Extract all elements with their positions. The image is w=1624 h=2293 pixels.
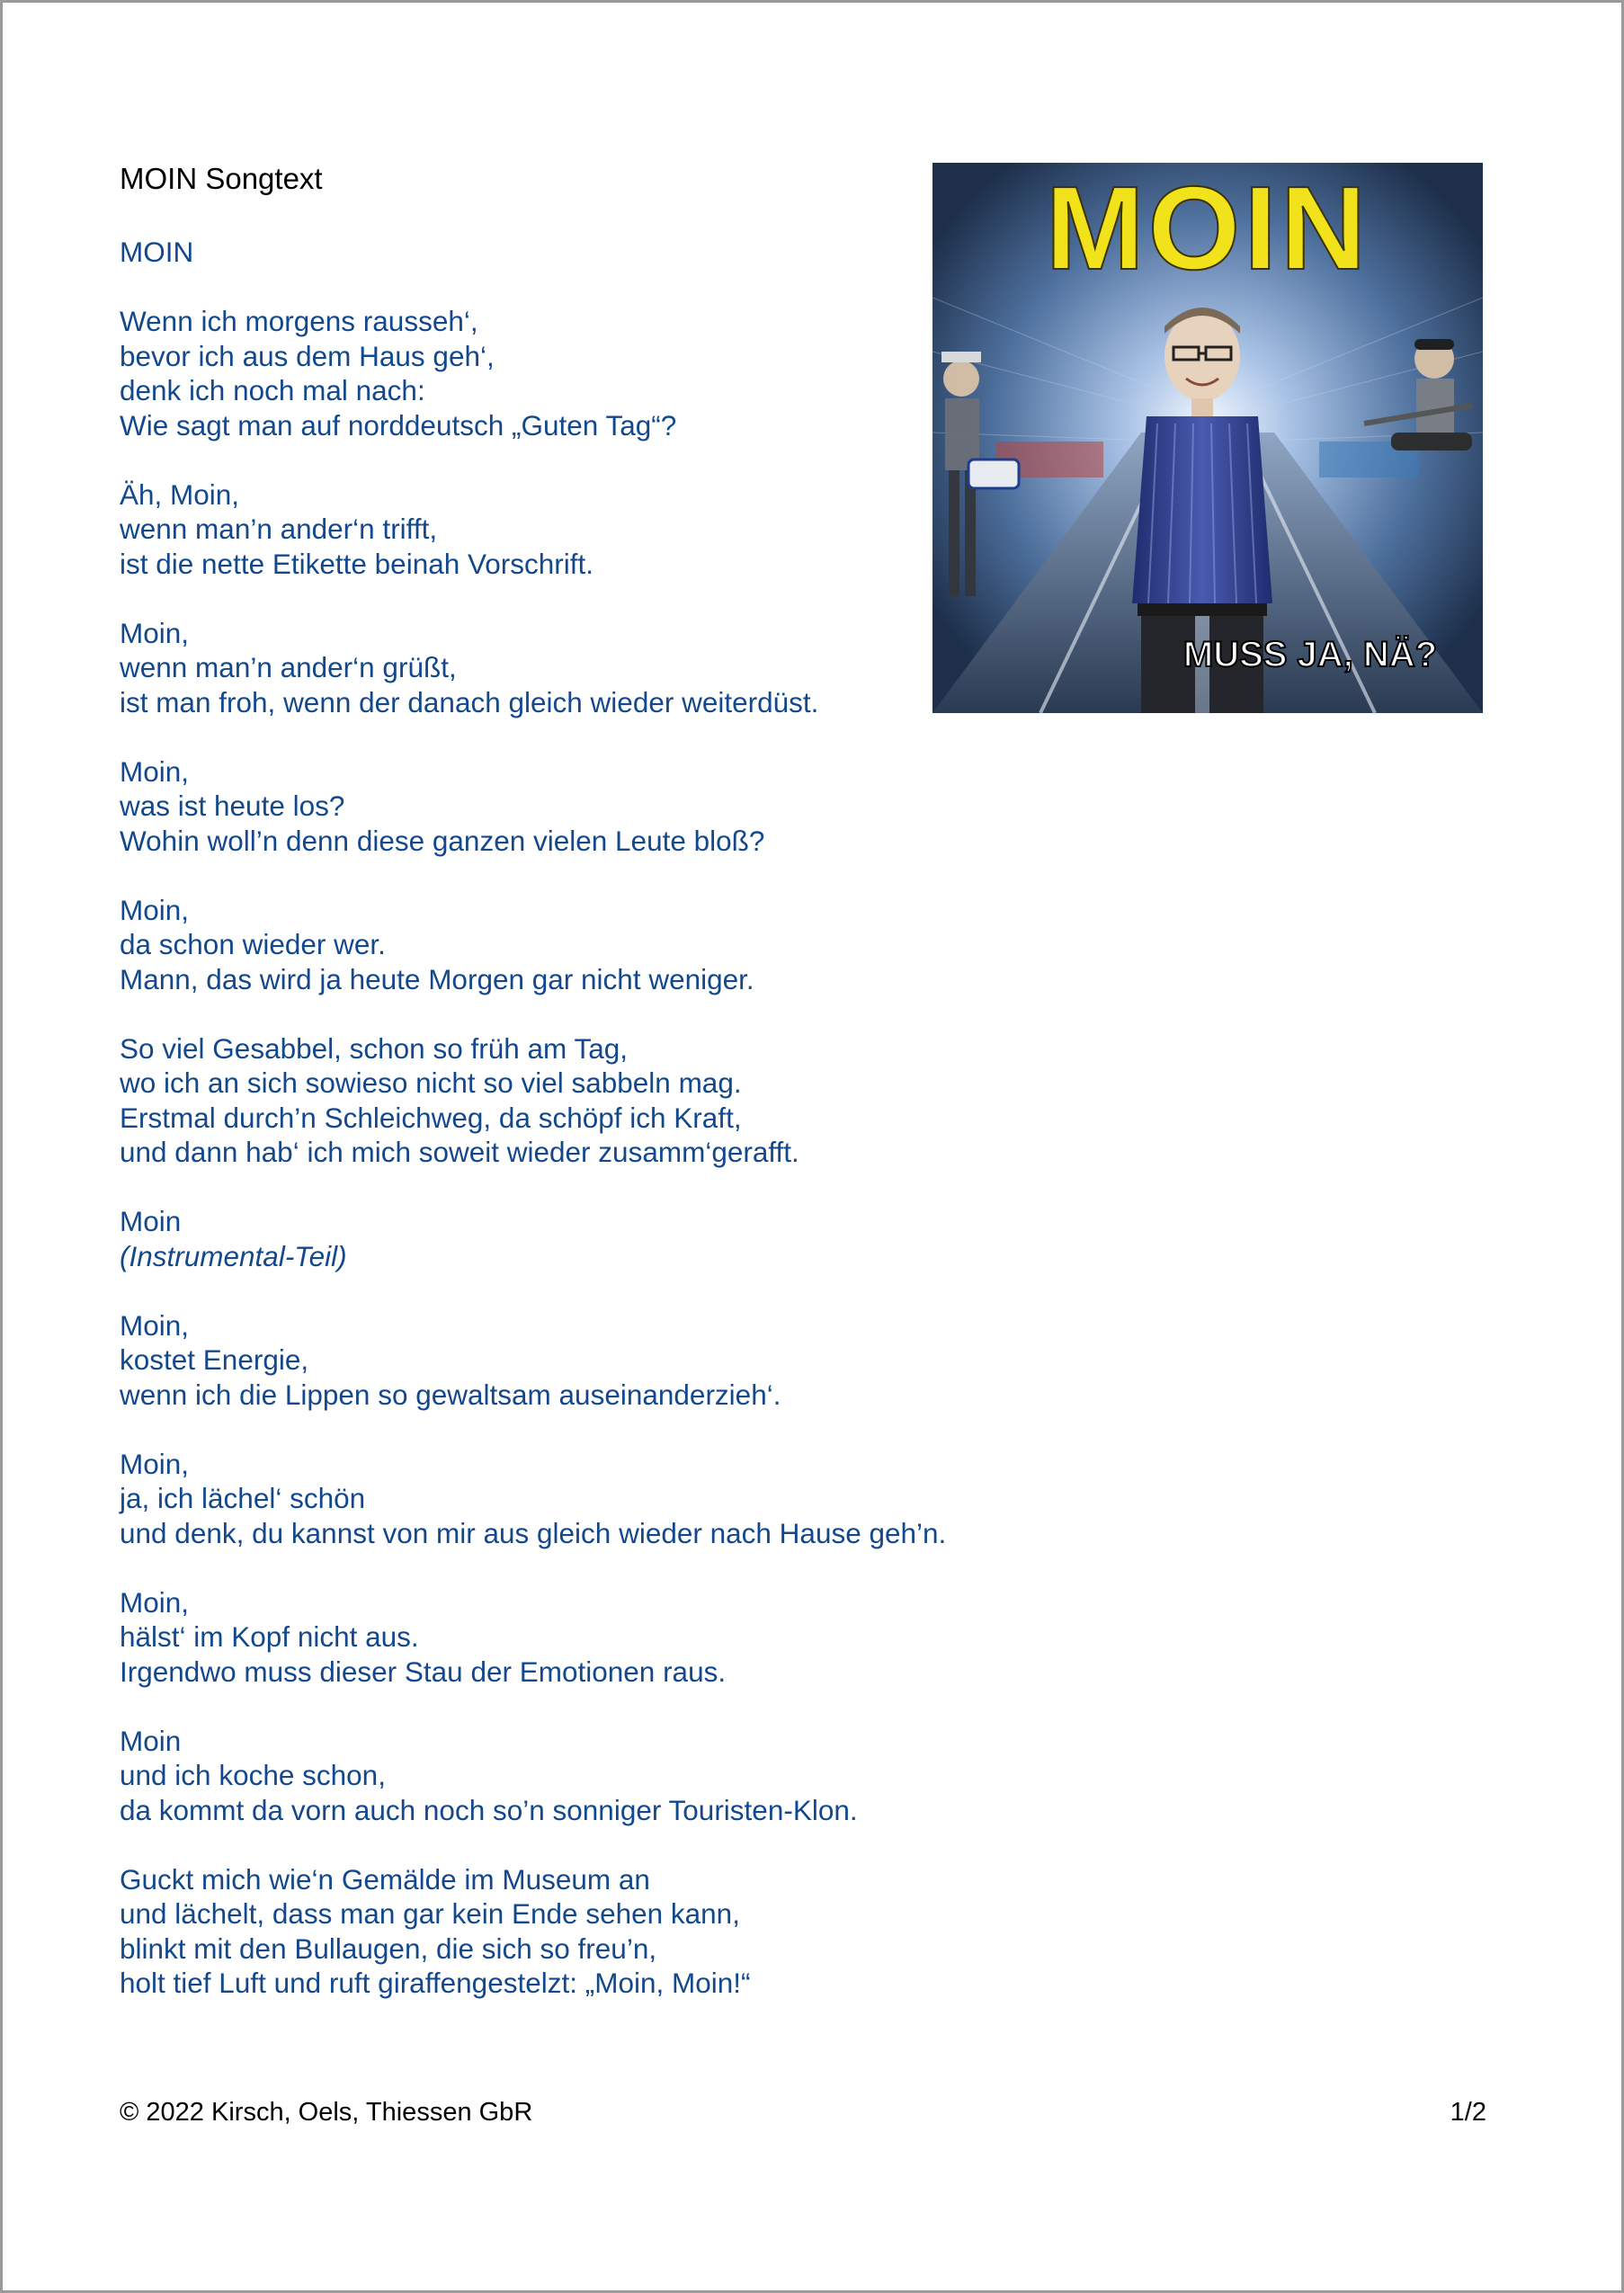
lyrics-note: (Instrumental-Teil) bbox=[120, 1239, 347, 1272]
lyrics-line: ist man froh, wenn der danach gleich wieder weiterdüst. bbox=[120, 685, 819, 718]
lyrics-line: ist die nette Etikette beinah Vorschrift. bbox=[120, 547, 594, 580]
lyrics-stanza bbox=[120, 304, 1019, 442]
lyrics-line: Wenn ich morgens rausseh‘, bbox=[120, 305, 478, 337]
lyrics-line: Erstmal durch’n Schleichweg, da schöpf ich Kraft, bbox=[120, 1101, 742, 1134]
lyrics-line: Wie sagt man auf norddeutsch „Guten Tag“? bbox=[120, 408, 677, 442]
lyrics-stanza bbox=[120, 893, 1019, 997]
lyrics-stanza bbox=[120, 477, 1019, 582]
lyrics-line: Mann, das wird ja heute Morgen gar nicht weniger. bbox=[120, 962, 754, 995]
lyrics-line: und lächelt, dass man gar kein Ende sehen kann, bbox=[120, 1897, 740, 1930]
lyrics-line: Moin, bbox=[120, 754, 190, 788]
lyrics-stanza bbox=[120, 1031, 1019, 1170]
footer-page-number: 1/2 bbox=[1450, 2098, 1486, 2127]
lyrics-line: So viel Gesabbel, schon so früh am Tag, bbox=[120, 1031, 628, 1065]
lyrics-stanza bbox=[120, 754, 1019, 859]
lyrics-line: Moin, bbox=[120, 893, 190, 926]
lyrics-line: und dann hab‘ ich mich soweit wieder zusamm‘gerafft. bbox=[120, 1136, 799, 1168]
lyrics-line: bevor ich aus dem Haus geh‘, bbox=[120, 339, 495, 372]
lyrics-stanza bbox=[120, 1724, 1019, 1828]
lyrics-stanza bbox=[120, 616, 1019, 720]
lyrics-line: wenn man’n ander‘n grüßt, bbox=[120, 651, 457, 683]
lyrics-line: Äh, Moin, bbox=[120, 477, 240, 511]
lyrics-line: Moin bbox=[120, 1724, 182, 1757]
lyrics-stanza bbox=[120, 1204, 1019, 1273]
lyrics-line: und denk, du kannst von mir aus gleich wieder nach Hause geh’n. bbox=[120, 1516, 947, 1549]
stanza-list bbox=[120, 304, 1019, 2001]
lyrics-line: wenn ich die Lippen so gewaltsam auseinanderzieh‘. bbox=[120, 1378, 781, 1411]
document-title: MOIN Songtext bbox=[120, 162, 323, 195]
lyrics-line: Irgendwo muss dieser Stau der Emotionen raus. bbox=[120, 1655, 727, 1688]
cover-headline: MOIN bbox=[1045, 163, 1370, 294]
lyrics-line: da kommt da vorn auch noch so’n sonniger Touristen-Klon. bbox=[120, 1793, 858, 1826]
lyrics-line: Moin, bbox=[120, 1308, 190, 1342]
lyrics-line: wo ich an sich sowieso nicht so viel sabbeln mag. bbox=[120, 1066, 742, 1099]
lyrics-line: hälst‘ im Kopf nicht aus. bbox=[120, 1620, 419, 1653]
lyrics-stanza bbox=[120, 1585, 1019, 1690]
lyrics-line: und ich koche schon, bbox=[120, 1759, 386, 1791]
lyrics-line: da schon wieder wer. bbox=[120, 928, 386, 960]
lyrics-line: Moin, bbox=[120, 1585, 190, 1619]
lyrics-body bbox=[120, 235, 1019, 2035]
lyrics-line: Guckt mich wie‘n Gemälde im Museum an bbox=[120, 1862, 650, 1896]
lyrics-line: Moin, bbox=[120, 1447, 190, 1480]
lyrics-line: blinkt mit den Bullaugen, die sich so freu’n, bbox=[120, 1932, 657, 1965]
lyrics-line: Wohin woll’n denn diese ganzen vielen Leute bloß? bbox=[120, 824, 765, 857]
lyrics-line: was ist heute los? bbox=[120, 790, 345, 822]
lyrics-line: kostet Energie, bbox=[120, 1343, 309, 1376]
lyrics-stanza bbox=[120, 1862, 1019, 2001]
album-cover-image bbox=[932, 163, 1483, 713]
lyrics-line: denk ich noch mal nach: bbox=[120, 374, 425, 406]
lyrics-stanza bbox=[120, 1447, 1019, 1551]
lyrics-line: wenn man’n ander‘n trifft, bbox=[120, 513, 438, 545]
lyrics-line: ja, ich lächel‘ schön bbox=[120, 1482, 366, 1514]
lyrics-line: Moin bbox=[120, 1205, 182, 1237]
song-title: MOIN bbox=[120, 236, 194, 268]
cover-subtitle: MUSS JA, NÄ? bbox=[1182, 635, 1438, 674]
footer-copyright: © 2022 Kirsch, Oels, Thiessen GbR bbox=[120, 2098, 533, 2127]
lyrics-line: holt tief Luft und ruft giraffengestelzt: „Moin, Moin!“ bbox=[120, 1967, 751, 1999]
lyrics-line: Moin, bbox=[120, 616, 190, 649]
lyrics-stanza bbox=[120, 1308, 1019, 1413]
